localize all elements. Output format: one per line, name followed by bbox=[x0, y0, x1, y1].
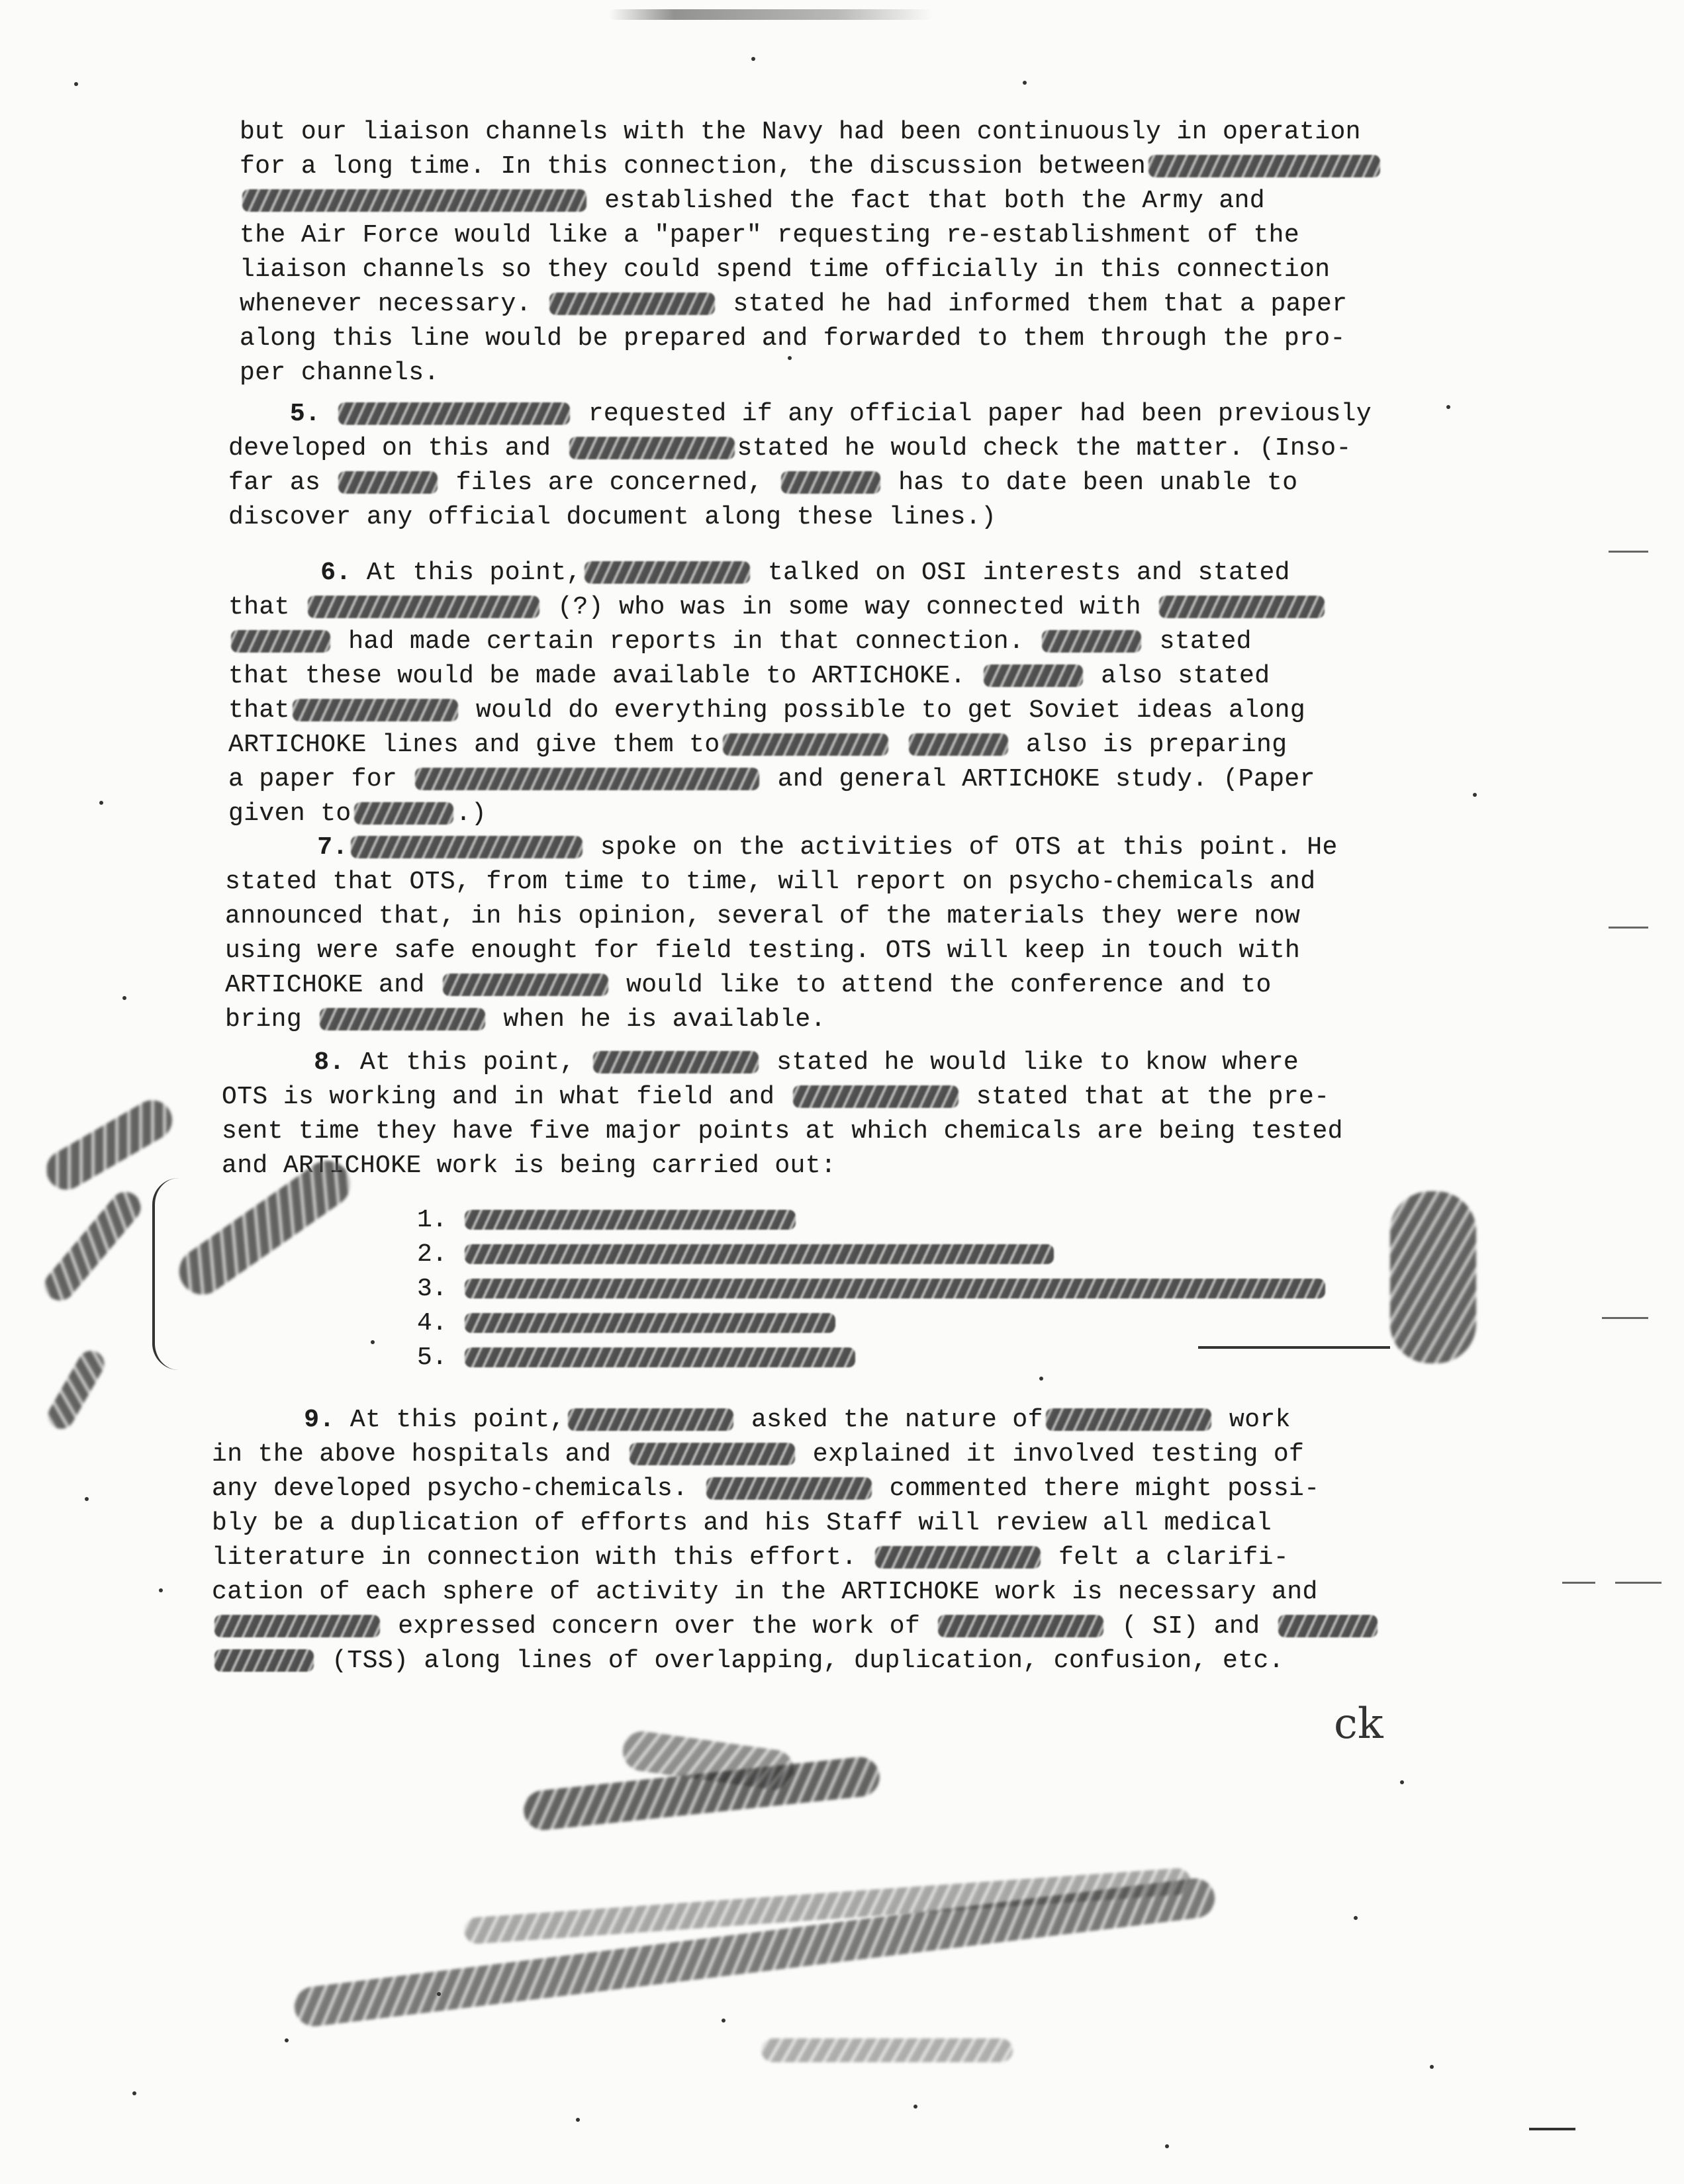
redaction bbox=[293, 699, 458, 721]
redaction bbox=[1046, 1408, 1211, 1431]
redaction bbox=[793, 1085, 959, 1108]
text-line: in the above hospitals and explained it involved testing of bbox=[212, 1440, 1305, 1469]
paragraph-6 bbox=[228, 556, 1327, 831]
redaction bbox=[1042, 630, 1141, 653]
speck bbox=[1430, 2065, 1434, 2069]
redaction bbox=[1278, 1615, 1378, 1637]
speck bbox=[1039, 1377, 1043, 1381]
text-line: announced that, in his opinion, several of the materials they were now bbox=[225, 902, 1301, 931]
text-line: along this line would be prepared and forwarded to them through the pro- bbox=[240, 324, 1346, 353]
list-underline bbox=[1198, 1346, 1390, 1349]
left-margin-smear bbox=[38, 1186, 147, 1307]
redaction bbox=[593, 1051, 759, 1073]
text-line: 6. At this point, talked on OSI interests and stated bbox=[320, 559, 1290, 587]
left-margin-smear bbox=[43, 1346, 109, 1434]
redaction bbox=[231, 630, 330, 653]
bottom-smear bbox=[761, 2038, 1013, 2062]
text-line: expressed concern over the work of ( SI) and bbox=[212, 1610, 1380, 1644]
speck bbox=[74, 82, 78, 86]
left-margin-smear bbox=[39, 1093, 179, 1197]
paragraph-5 bbox=[228, 397, 1372, 535]
text-line: that these would be made available to ARTICHOKE. also stated bbox=[228, 662, 1270, 690]
redaction bbox=[585, 561, 750, 584]
text-line: liaison channels so they could spend time officially in this connection bbox=[240, 255, 1331, 284]
speck bbox=[788, 356, 792, 360]
redaction bbox=[465, 1347, 855, 1367]
speck bbox=[913, 2105, 917, 2109]
paragraph-7 bbox=[225, 831, 1338, 1037]
redacted-list bbox=[417, 1203, 1328, 1375]
redaction bbox=[465, 1313, 835, 1333]
redaction bbox=[781, 471, 880, 494]
speck bbox=[159, 1588, 163, 1592]
redaction bbox=[549, 293, 715, 315]
text-line: established the fact that both the Army and bbox=[240, 184, 1383, 218]
text-line: for a long time. In this connection, the discussion between bbox=[240, 150, 1383, 184]
redaction bbox=[568, 1408, 733, 1431]
redaction bbox=[242, 189, 586, 212]
text-line: ARTICHOKE lines and give them to also is preparing bbox=[228, 731, 1287, 759]
text-line: whenever necessary. stated he had informed them that a paper bbox=[240, 290, 1348, 318]
redaction bbox=[351, 836, 583, 858]
text-line: a paper for and general ARTICHOKE study. (Paper bbox=[228, 765, 1315, 794]
list-item: 1. bbox=[417, 1203, 1328, 1238]
speck bbox=[1165, 2144, 1169, 2148]
text-line: stated that OTS, from time to time, will report on psycho-chemicals and bbox=[225, 868, 1316, 896]
text-line: developed on this and stated he would check the matter. (Inso- bbox=[228, 434, 1352, 463]
speck bbox=[122, 996, 126, 1000]
text-line: sent time they have five major points at which chemicals are being tested bbox=[222, 1117, 1343, 1146]
text-line: that would do everything possible to get Soviet ideas along bbox=[228, 696, 1306, 725]
paragraph-9 bbox=[212, 1403, 1380, 1678]
redaction bbox=[338, 471, 438, 494]
margin-dash bbox=[1609, 927, 1648, 929]
text-line: cation of each sphere of activity in the ARTICHOKE work is necessary and bbox=[212, 1578, 1318, 1606]
redaction bbox=[443, 974, 608, 996]
handwritten-initials: ck bbox=[1334, 1700, 1383, 1749]
speck bbox=[751, 57, 755, 61]
text-line: 5. requested if any official paper had been previously bbox=[289, 400, 1372, 428]
text-line: per channels. bbox=[240, 359, 440, 387]
speck bbox=[85, 1497, 89, 1501]
list-item: 5. bbox=[417, 1341, 1328, 1375]
text-line: (TSS) along lines of overlapping, duplication, confusion, etc. bbox=[212, 1644, 1380, 1678]
text-line: far as files are concerned, has to date been unable to bbox=[228, 469, 1298, 497]
redaction bbox=[465, 1210, 796, 1230]
text-line: 9. At this point, asked the nature of work bbox=[304, 1406, 1291, 1434]
speck bbox=[371, 1340, 375, 1344]
speck bbox=[1446, 405, 1450, 409]
redaction bbox=[984, 664, 1083, 687]
margin-dash bbox=[1602, 1317, 1648, 1319]
speck bbox=[1400, 1780, 1404, 1784]
redaction bbox=[338, 402, 570, 425]
redaction bbox=[875, 1546, 1041, 1569]
text-line: had made certain reports in that connection. stated bbox=[228, 625, 1327, 659]
text-line: given to .) bbox=[228, 799, 487, 828]
speck bbox=[1023, 81, 1027, 85]
speck bbox=[99, 801, 103, 805]
redaction bbox=[465, 1244, 1054, 1264]
text-line: ARTICHOKE and would like to attend the conference and to bbox=[225, 971, 1272, 999]
redaction bbox=[909, 733, 1008, 756]
redaction bbox=[214, 1615, 380, 1637]
redaction bbox=[630, 1443, 795, 1465]
text-line: OTS is working and in what field and stated that at the pre- bbox=[222, 1083, 1330, 1111]
redaction bbox=[706, 1477, 872, 1500]
text-line: the Air Force would like a "paper" requesting re-establishment of the bbox=[240, 221, 1300, 250]
speck bbox=[722, 2019, 725, 2023]
speck bbox=[437, 1992, 441, 1996]
text-line: any developed psycho-chemicals. commented there might possi- bbox=[212, 1475, 1320, 1503]
redaction bbox=[1159, 596, 1325, 618]
paragraph-8 bbox=[222, 1046, 1343, 1183]
list-item: 2. bbox=[417, 1238, 1328, 1272]
speck bbox=[576, 2118, 580, 2122]
text-line: bring when he is available. bbox=[225, 1005, 826, 1034]
right-margin-smear bbox=[1390, 1191, 1476, 1363]
redaction bbox=[354, 802, 453, 825]
text-line: using were safe enought for field testing. OTS will keep in touch with bbox=[225, 936, 1301, 965]
speck bbox=[1354, 1916, 1358, 1920]
margin-dash bbox=[1615, 1582, 1661, 1584]
redaction bbox=[465, 1279, 1325, 1298]
text-line: literature in connection with this effort. felt a clarifi- bbox=[212, 1543, 1289, 1572]
redaction bbox=[723, 733, 888, 756]
speck bbox=[285, 2038, 289, 2042]
redaction bbox=[569, 437, 735, 459]
redaction bbox=[320, 1008, 485, 1030]
text-line: bly be a duplication of efforts and his Staff will review all medical bbox=[212, 1509, 1272, 1537]
margin-dash bbox=[1609, 551, 1648, 553]
speck bbox=[1473, 793, 1477, 797]
text-line: discover any official document along these lines.) bbox=[228, 503, 997, 531]
paragraph-intro bbox=[240, 115, 1383, 390]
redaction bbox=[1148, 155, 1380, 177]
text-line: and ARTICHOKE work is being carried out: bbox=[222, 1152, 837, 1180]
top-smudge bbox=[609, 9, 933, 20]
margin-dash bbox=[1529, 2128, 1575, 2130]
text-line: 7. spoke on the activities of OTS at this point. He bbox=[317, 833, 1338, 862]
text-line: that (?) who was in some way connected with bbox=[228, 590, 1327, 625]
list-item: 4. bbox=[417, 1306, 1328, 1341]
text-line: but our liaison channels with the Navy had been continuously in operation bbox=[240, 118, 1361, 146]
text-line: 8. At this point, stated he would like to know where bbox=[314, 1048, 1299, 1077]
speck bbox=[132, 2091, 136, 2095]
redaction bbox=[308, 596, 539, 618]
redaction bbox=[938, 1615, 1103, 1637]
redaction bbox=[214, 1649, 314, 1672]
redaction bbox=[415, 768, 759, 790]
list-item: 3. bbox=[417, 1272, 1328, 1306]
margin-dash bbox=[1562, 1582, 1595, 1584]
